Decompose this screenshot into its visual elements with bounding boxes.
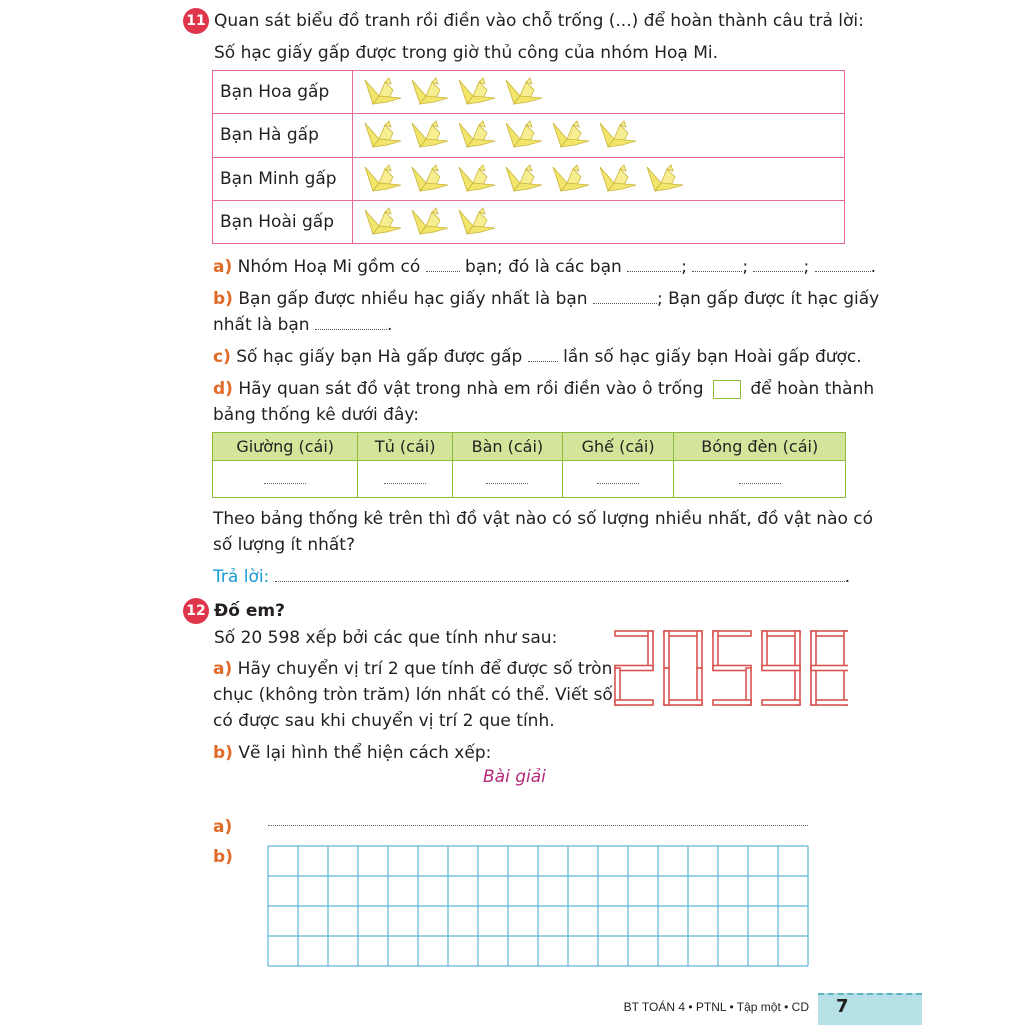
pictograph-row-label: Bạn Hà gấp <box>213 114 353 157</box>
paper-crane-icon <box>504 163 544 195</box>
pictograph-row <box>213 157 845 200</box>
matchstick <box>762 700 800 705</box>
question-number-badge: 12 <box>183 598 209 624</box>
answer-label: Trả lời: <box>213 567 270 587</box>
stat-cell[interactable] <box>674 461 846 498</box>
matchstick <box>762 631 767 668</box>
stat-cell[interactable] <box>358 461 453 498</box>
answer-blank[interactable] <box>692 255 742 272</box>
stat-cell[interactable] <box>562 461 674 498</box>
page-number-tab <box>818 993 922 1025</box>
pictograph-row-label: Bạn Hoa gấp <box>213 71 353 114</box>
stat-header: Bàn (cái) <box>453 433 563 461</box>
part-b-text: ; Bạn gấp được ít hạc giấy <box>656 289 880 309</box>
answer-blank[interactable] <box>426 255 460 272</box>
part-b-text: Vẽ lại hình thể hiện cách xếp: <box>238 743 492 763</box>
paper-crane-icon <box>598 119 638 151</box>
paper-crane-icon <box>457 119 497 151</box>
part-a-text: Hãy chuyển vị trí 2 que tính để được số tròn <box>237 659 613 679</box>
matchstick <box>811 666 848 671</box>
pictograph-row-label: Bạn Minh gấp <box>213 157 353 200</box>
question-number-badge: 11 <box>183 8 209 34</box>
paper-crane-icon <box>363 76 403 108</box>
q11-answer: Trả lời: . <box>213 567 851 587</box>
footer-book-title: BT TOÁN 4 • PTNL • Tập một • CD <box>623 1000 809 1014</box>
stat-cell[interactable] <box>213 461 358 498</box>
matchstick <box>697 631 702 668</box>
pictograph-row <box>213 71 845 114</box>
part-d-label: d) <box>213 379 233 399</box>
part-b-text: nhất là bạn <box>213 315 310 335</box>
paper-crane-icon <box>551 119 591 151</box>
answer-blank[interactable] <box>593 287 657 304</box>
paper-crane-icon <box>504 76 544 108</box>
part-c-label: c) <box>213 347 231 367</box>
matchstick <box>844 631 848 668</box>
part-d-text: Hãy quan sát đồ vật trong nhà em rồi điền vào ô trống <box>238 379 704 399</box>
paper-crane-icon <box>551 163 591 195</box>
answer-blank[interactable] <box>486 483 528 484</box>
matchstick-number <box>612 628 848 708</box>
paper-crane-icon <box>363 206 403 238</box>
pictograph-row-cranes <box>353 157 845 200</box>
q11-part-c <box>213 344 862 370</box>
part-b-text: Bạn gấp được nhiều hạc giấy nhất là bạn <box>238 289 588 309</box>
answer-blank[interactable] <box>739 483 781 484</box>
q11-part-b-line2: nhất là bạn . <box>213 315 393 335</box>
matchstick <box>795 631 800 668</box>
paper-crane-icon <box>410 163 450 195</box>
q11-question-line1: Theo bảng thống kê trên thì đồ vật nào có số lượng nhiều nhất, đồ vật nào có <box>213 509 874 529</box>
answer-line[interactable] <box>275 565 845 582</box>
stat-cell[interactable] <box>453 461 563 498</box>
q12-part-b <box>213 740 491 766</box>
paper-crane-icon <box>504 119 544 151</box>
page-number: 7 <box>836 996 849 1017</box>
answer-blank[interactable] <box>384 483 426 484</box>
paper-crane-icon <box>457 163 497 195</box>
q11-part-a: a) Nhóm Hoạ Mi gồm có bạn; đó là các bạn ; ; ; . <box>213 257 877 277</box>
matchstick <box>615 700 653 705</box>
stat-header: Tủ (cái) <box>358 433 453 461</box>
answer-blank[interactable] <box>528 345 558 362</box>
part-a-text: bạn; đó là các bạn <box>465 257 622 277</box>
q12-part-a <box>213 656 612 682</box>
matchstick <box>713 700 751 705</box>
q11-instruction: Quan sát biểu đồ tranh rồi điền vào chỗ trống (...) để hoàn thành câu trả lời: <box>214 11 864 31</box>
paper-crane-icon <box>410 76 450 108</box>
stat-header: Bóng đèn (cái) <box>674 433 846 461</box>
paper-crane-icon <box>363 119 403 151</box>
paper-crane-icon <box>598 163 638 195</box>
q11-part-d <box>213 376 874 402</box>
matchstick <box>811 668 816 705</box>
q12-title: Đố em? <box>214 601 285 621</box>
drawing-grid[interactable] <box>267 845 809 968</box>
paper-crane-icon <box>457 76 497 108</box>
paper-crane-icon <box>363 163 403 195</box>
paper-crane-icon <box>410 119 450 151</box>
answer-blank[interactable] <box>315 313 387 330</box>
pictograph-row-cranes <box>353 71 845 114</box>
answer-b-label: b) <box>213 847 233 867</box>
pictograph-row <box>213 114 845 157</box>
empty-box-icon <box>713 380 741 399</box>
matchstick <box>664 631 669 668</box>
part-c-text: Số hạc giấy bạn Hà gấp được gấp <box>236 347 523 367</box>
solution-title: Bài giải <box>483 767 546 787</box>
part-a-label: a) <box>213 257 233 277</box>
q12-part-a-line3: có được sau khi chuyển vị trí 2 que tính. <box>213 711 555 731</box>
matchstick <box>713 631 718 668</box>
pictograph-row <box>213 200 845 243</box>
pictograph-table <box>212 70 845 244</box>
answer-blank[interactable] <box>597 483 639 484</box>
q12-part-a-line2: chục (không tròn trăm) lớn nhất có thể. Viết số <box>213 685 613 705</box>
part-b-label: b) <box>213 289 233 309</box>
matchstick <box>664 668 669 705</box>
part-a-label: a) <box>213 659 233 679</box>
paper-crane-icon <box>457 206 497 238</box>
stat-header: Giường (cái) <box>213 433 358 461</box>
pictograph-row-cranes <box>353 114 845 157</box>
stat-header: Ghế (cái) <box>562 433 674 461</box>
part-d-text: để hoàn thành <box>750 379 875 399</box>
answer-a-label: a) <box>213 817 233 837</box>
paper-crane-icon <box>410 206 450 238</box>
part-b-label: b) <box>213 743 233 763</box>
answer-blank[interactable] <box>815 255 871 272</box>
matchstick <box>762 666 800 671</box>
answer-line[interactable] <box>268 825 808 826</box>
answer-blank[interactable] <box>753 255 803 272</box>
q12-intro: Số 20 598 xếp bởi các que tính như sau: <box>214 628 558 648</box>
q11-part-b <box>213 286 879 312</box>
q11-part-d-line2: bảng thống kê dưới đây: <box>213 405 419 425</box>
pictograph-row-label: Bạn Hoài gấp <box>213 200 353 243</box>
answer-blank[interactable] <box>627 255 681 272</box>
matchstick <box>648 631 653 668</box>
part-a-text: Nhóm Hoạ Mi gồm có <box>237 257 421 277</box>
q11-question-line2: số lượng ít nhất? <box>213 535 355 555</box>
q11-subtitle: Số hạc giấy gấp được trong giờ thủ công của nhóm Hoạ Mi. <box>214 43 719 63</box>
pictograph-row-cranes <box>353 200 845 243</box>
paper-crane-icon <box>645 163 685 195</box>
statistics-table <box>212 432 846 498</box>
part-c-text: lần số hạc giấy bạn Hoài gấp được. <box>563 347 862 367</box>
matchstick <box>811 631 816 668</box>
answer-blank[interactable] <box>264 483 306 484</box>
